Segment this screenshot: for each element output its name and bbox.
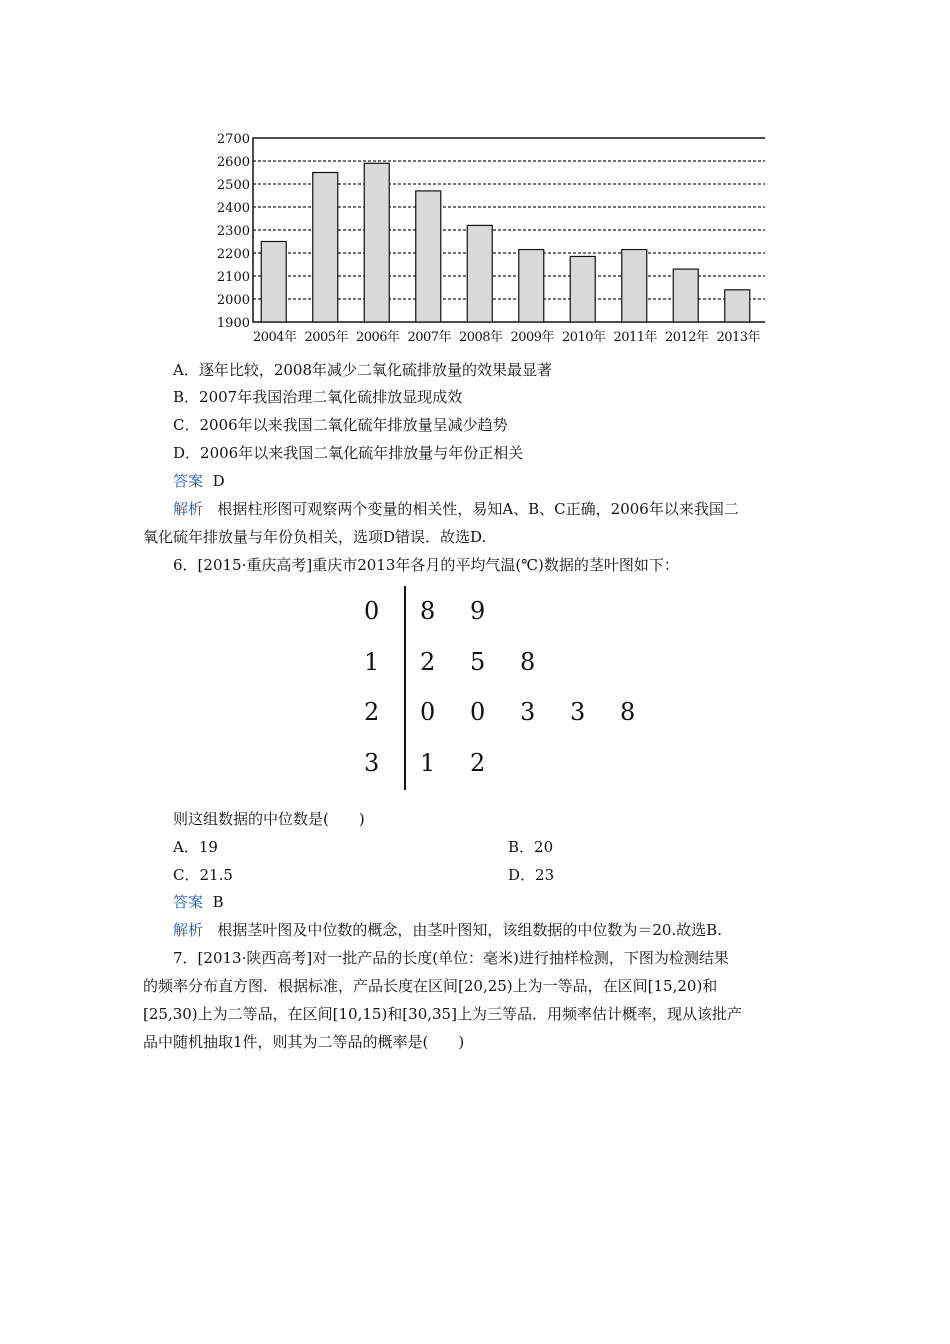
leaf-value: 9 — [470, 597, 486, 625]
leaf-value: 2 — [470, 749, 486, 777]
q5-option-b: B．2007年我国治理二氧化硫排放显现成效 — [173, 388, 463, 406]
stem-leaf-divider — [404, 586, 406, 790]
analysis-label: 解析 — [173, 921, 204, 939]
analysis-text: 根据柱形图可观察两个变量的相关性，易知A、B、C正确，2006年以来我国二 — [217, 500, 739, 518]
stem-value: 0 — [364, 597, 380, 625]
answer-value: B — [212, 893, 224, 911]
so2-emission-bar-chart — [205, 128, 765, 350]
x-tick-label: 2008年 — [458, 330, 503, 345]
y-tick-label: 2000 — [216, 293, 250, 308]
leaf-value: 3 — [520, 698, 536, 726]
bar — [364, 163, 389, 322]
q5-option-c: C．2006年以来我国二氧化硫年排放量呈减少趋势 — [173, 416, 508, 434]
y-tick-label: 1900 — [216, 316, 250, 331]
q5-answer — [173, 471, 225, 491]
bar — [261, 242, 286, 323]
analysis-label: 解析 — [173, 500, 204, 518]
q7-line1: 7．[2013·陕西高考]对一批产品的长度(单位：毫米)进行抽样检测，下图为检测结果 — [173, 949, 729, 967]
leaf-value: 0 — [470, 698, 486, 726]
stem-value: 1 — [364, 648, 380, 676]
x-tick-label: 2004年 — [252, 330, 297, 345]
leaf-value: 5 — [470, 648, 486, 676]
q6-option-a: A．19 — [173, 838, 218, 856]
bar — [725, 290, 750, 322]
q7-line4: 品中随机抽取1件，则其为二等品的概率是( ) — [143, 1033, 465, 1051]
bar — [313, 173, 338, 323]
y-tick-label: 2500 — [216, 178, 250, 193]
y-tick-label: 2400 — [216, 201, 250, 216]
q7-line2: 的频率分布直方图．根据标准，产品长度在区间[20,25)上为一等品，在区间[15,20)和 — [143, 977, 718, 995]
bar — [622, 250, 647, 322]
leaf-value: 3 — [570, 698, 586, 726]
q6-analysis — [173, 920, 722, 940]
leaf-value: 8 — [520, 648, 536, 676]
q5-analysis-line1 — [173, 499, 739, 519]
q6-answer — [173, 892, 224, 912]
x-tick-label: 2009年 — [510, 330, 555, 345]
bar — [570, 256, 595, 322]
q5-option-a: A．逐年比较，2008年减少二氧化硫排放量的效果最显著 — [173, 361, 553, 379]
bar — [416, 191, 441, 322]
x-tick-label: 2013年 — [716, 330, 761, 345]
stem-value: 2 — [364, 698, 380, 726]
y-tick-label: 2300 — [216, 224, 250, 239]
x-tick-label: 2010年 — [561, 330, 606, 345]
x-tick-label: 2006年 — [355, 330, 400, 345]
y-tick-label: 2600 — [216, 155, 250, 170]
y-tick-label: 2700 — [216, 132, 250, 147]
bar — [519, 250, 544, 322]
q6-option-b: B．20 — [508, 838, 554, 856]
q6-stem: 6．[2015·重庆高考]重庆市2013年各月的平均气温(℃)数据的茎叶图如下： — [173, 556, 679, 574]
leaf-value: 2 — [420, 648, 436, 676]
leaf-value: 8 — [620, 698, 636, 726]
answer-value: D — [212, 472, 225, 490]
answer-label: 答案 — [173, 893, 204, 911]
x-tick-label: 2011年 — [613, 330, 658, 345]
q5-option-d: D．2006年以来我国二氧化硫年排放量与年份正相关 — [173, 444, 524, 462]
y-tick-label: 2200 — [216, 247, 250, 262]
bar — [673, 269, 698, 322]
bar — [467, 225, 492, 322]
x-tick-label: 2012年 — [664, 330, 709, 345]
leaf-value: 8 — [420, 597, 436, 625]
q6-option-d: D．23 — [508, 866, 555, 884]
y-tick-label: 2100 — [216, 270, 250, 285]
q6-question: 则这组数据的中位数是( ) — [173, 810, 365, 828]
stem-value: 3 — [364, 749, 380, 777]
x-tick-label: 2007年 — [407, 330, 452, 345]
q7-line3: [25,30)上为二等品，在区间[10,15)和[30,35]上为三等品．用频率估计概率，现从该批产 — [143, 1005, 742, 1023]
x-tick-label: 2005年 — [304, 330, 349, 345]
leaf-value: 1 — [420, 749, 436, 777]
analysis-text: 根据茎叶图及中位数的概念，由茎叶图知，该组数据的中位数为＝20.故选B. — [217, 921, 722, 939]
answer-label: 答案 — [173, 472, 204, 490]
q6-option-c: C．21.5 — [173, 866, 233, 884]
q5-analysis-line2: 氧化硫年排放量与年份负相关，选项D错误．故选D. — [143, 528, 487, 546]
leaf-value: 0 — [420, 698, 436, 726]
